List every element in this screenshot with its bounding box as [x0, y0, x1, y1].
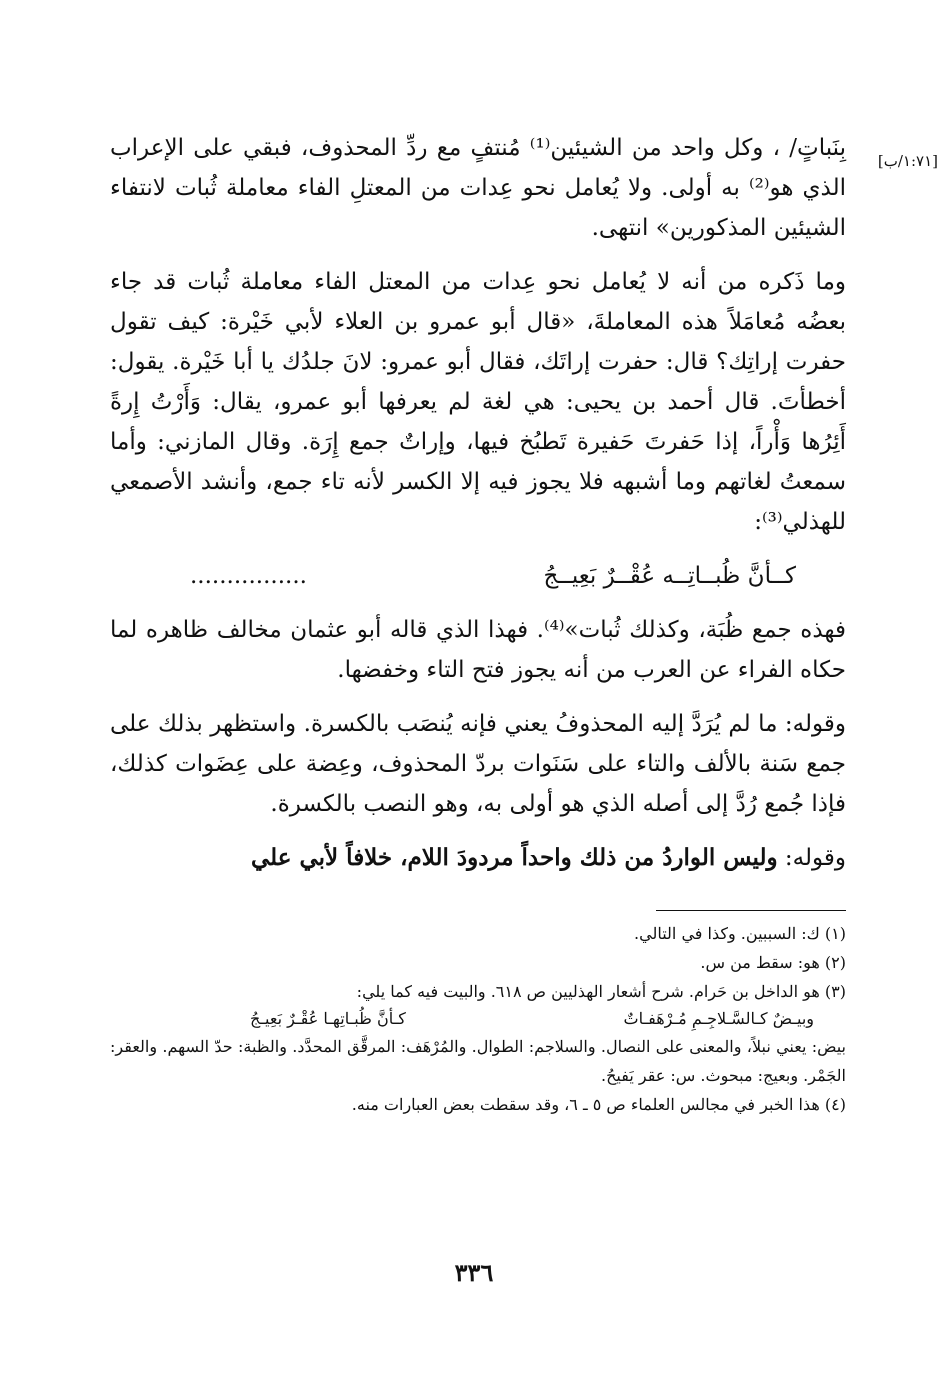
margin-folio-note: [١:٧١/ب] — [877, 152, 938, 170]
footnote-4: (٤) هذا الخبر في مجالس العلماء ص ٥ ـ ٦، وقد سقطت بعض العبارات منه. — [351, 1095, 846, 1114]
footnote-divider — [656, 910, 846, 911]
final-bold-text: وليس الواردُ من ذلك واحداً مردودَ اللام، خلافاً لأبي علي — [250, 844, 778, 871]
footnote-2: (٢) هو: سقط من س. — [700, 953, 846, 972]
footnote-verse-left: كـأنَّ ظُبـاتِهـا عُقْـرٌ بَعِيـجُ — [250, 1009, 406, 1028]
footnote-3: (٣) هو الداخل بن حَرام. شرح أشعار الهذليين ص ٦١٨. والبيت فيه كما يلي: — [356, 982, 846, 1001]
page-number: ٣٣٦ — [454, 1258, 494, 1287]
footnote-verse — [110, 1006, 846, 1032]
paragraph-4: وقوله: ما لم يُرَدَّ إليه المحذوفُ يعني فإنه يُنصَب بالكسرة. واستظهر بذلك على جمع سَنة بالألف والتاء على سَنَوات بردّ المحذوف، وعِضة على عِضَوات كذلك، فإذا جُمع رُدَّ إلى أصله الذي هو أولى به، وهو النصب بالكسرة. — [110, 711, 846, 817]
verse-line — [110, 556, 846, 596]
paragraph-2: وما ذَكره من أنه لا يُعامل نحو عِدات من المعتل الفاء معاملة ثُبات قد جاء بعضُه مُعامَلاً هذه المعاملةَ، «قال أبو عمرو بن العلاء لأبي خَيْرة: كيف تقول حفرت إراتِك؟ قال: حفرت إراتَك، فقال أبو عمرو: لانَ جلدُك يا أبا خَيْرة. يقول: أخطأتَ. قال أحمد بن يحيى: هي لغة لم يعرفها أبو عمرو، يقال: وَأَرْتُ إِرةً أَئِرُها وَأْراً، إذا حَفرتَ حَفيرة تَطبُخ فيها، وإراتٌ جمع إِرَة. وقال المازني: وأما سمعتُ لغاتهم وما أشبهه فلا يجوز فيه إلا الكسر لأنه تاء جمع، وأنشد الأصمعي للهذلي⁽³⁾: — [110, 269, 846, 535]
page-body — [110, 128, 846, 1119]
verse-hemistich-right: كــأنَّ ظُبــاتِــه عُقْــرٌ بَعِيــجُ — [543, 563, 796, 589]
footnote-verse-right: وبيـضٌ كـالسَّـلاجِـمِ مُـرْهَفـاتٌ — [623, 1009, 814, 1028]
footnote-1: (١) ك: السببين. وكذا في التالي. — [634, 924, 846, 943]
verse-hemistich-left: ................ — [190, 563, 307, 589]
paragraph-final — [110, 838, 846, 878]
paragraph-1: بِنَباتٍ/ ، وكل واحد من الشيئين⁽¹⁾ مُنتفٍ مع ردِّ المحذوف، فبقي على الإعراب الذي هو⁽²⁾ به أولى. ولا يُعامل نحو عِدات من المعتلِ الفاء معاملة ثُبات لانتفاء الشيئين المذكورين» انتهى. — [110, 135, 846, 241]
final-lead: وقوله: — [784, 845, 846, 871]
footnote-3-continuation: بيض: يعني نبلاً، والمعنى على النصال. والسلاجم: الطوال. والمُرْهَف: المرقَّق المحدَّد. والظبة: حدّ السهم. والعقر: الجَمْر. وبعيج: مبحوث. س: عقر يَفيحُ. — [110, 1037, 847, 1085]
paragraph-3: فهذه جمع ظُبَة، وكذلك ثُبات»⁽⁴⁾. فهذا الذي قاله أبو عثمان مخالف ظاهره لما حكاه الفراء عن العرب من أنه يجوز فتح التاء وخفضها. — [110, 617, 847, 683]
